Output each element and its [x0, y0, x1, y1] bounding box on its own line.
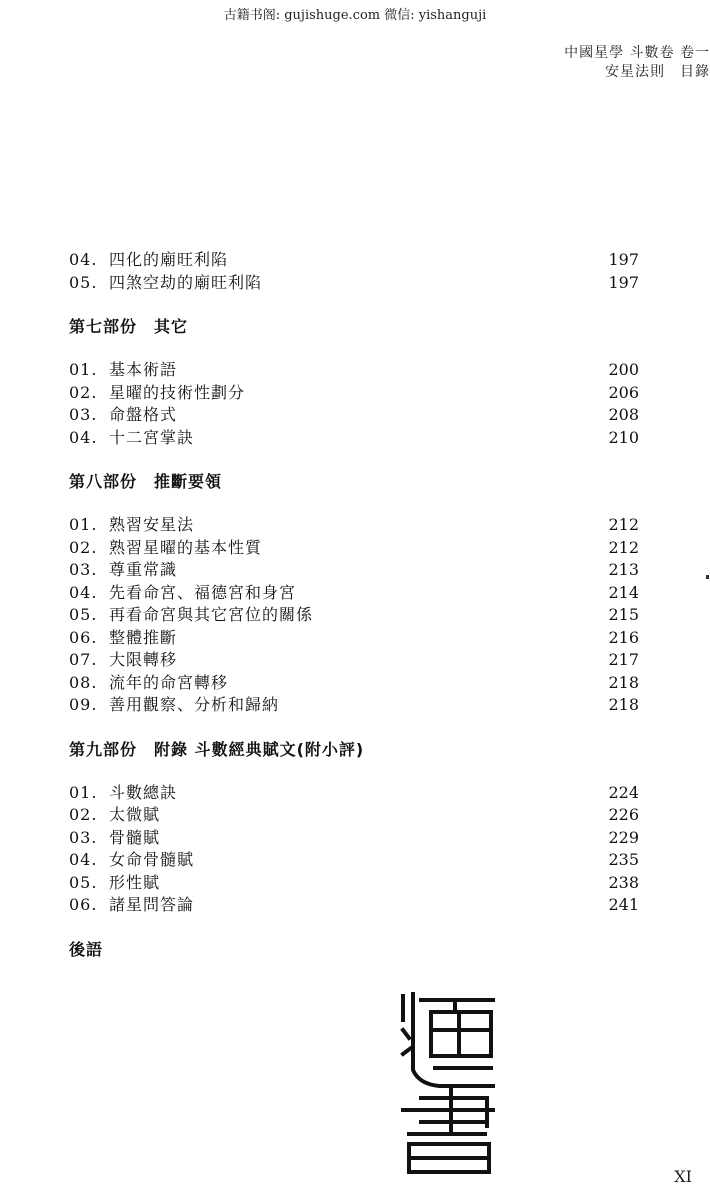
- section-heading-part9: 第九部份 附錄 斗數經典賦文(附小評): [69, 739, 365, 759]
- seal-stamp-icon: [399, 990, 495, 1176]
- toc-entry-title: 04. 十二宮掌訣: [69, 427, 195, 447]
- toc-entry-title: 08. 流年的命宮轉移: [69, 672, 229, 692]
- toc-entry-title: 07. 大限轉移: [69, 650, 178, 669]
- section-heading-part8: 第八部份 推斷要領: [69, 472, 223, 491]
- toc-entry-title: 01. 斗數總訣: [69, 782, 178, 802]
- toc-entry-page: 217: [608, 650, 639, 669]
- toc-entry[interactable]: [69, 870, 639, 893]
- toc-entry[interactable]: [69, 357, 639, 380]
- toc-entry[interactable]: [69, 692, 639, 715]
- toc-entry-page: 218: [608, 672, 639, 692]
- toc-entry-page: 214: [608, 582, 639, 602]
- toc-entry-page: 210: [608, 427, 639, 447]
- toc-entry-title: 01. 基本術語: [69, 360, 178, 379]
- toc-entry-page: 212: [608, 515, 639, 534]
- toc-entry-title: 05. 再看命宮與其它宮位的關係: [69, 605, 314, 624]
- toc-entry[interactable]: [69, 647, 639, 670]
- toc-entry-page: 197: [608, 272, 639, 292]
- toc-entry[interactable]: [69, 247, 639, 270]
- toc-entry-page: 235: [608, 850, 639, 869]
- toc-entry-title: 01. 熟習安星法: [69, 515, 195, 534]
- toc-entry[interactable]: [69, 780, 639, 803]
- toc-entry-title: 02. 太微賦: [69, 805, 161, 824]
- toc-entry[interactable]: [69, 402, 639, 425]
- toc-entry-page: 226: [608, 805, 639, 824]
- running-head: [564, 44, 710, 82]
- toc-entry[interactable]: [69, 602, 639, 625]
- toc-entry-title: 09. 善用觀察、分析和歸納: [69, 695, 280, 714]
- toc-entry[interactable]: [69, 580, 639, 603]
- toc-entry-page: 212: [608, 537, 639, 557]
- toc-entry[interactable]: [69, 425, 639, 448]
- toc-entry-title: 05. 四煞空劫的廟旺利陷: [69, 272, 263, 292]
- toc-entry-title: 06. 諸星問答論: [69, 895, 195, 914]
- toc-entry-title: 04. 女命骨髓賦: [69, 850, 195, 869]
- toc-entry[interactable]: [69, 892, 639, 915]
- toc-entry-title: 03. 骨髓賦: [69, 827, 161, 847]
- toc-entry-title: 03. 命盤格式: [69, 405, 178, 424]
- toc-entry-page: 216: [608, 627, 639, 647]
- toc-entry-title: 04. 四化的廟旺利陷: [69, 250, 229, 269]
- toc-entry-page: 206: [608, 382, 639, 402]
- toc-entry[interactable]: [69, 625, 639, 648]
- toc-entry-title: 02. 熟習星曜的基本性質: [69, 537, 263, 557]
- section-heading-part7: 第七部份 其它: [69, 317, 189, 336]
- toc-entry[interactable]: [69, 670, 639, 693]
- toc-entry-title: 02. 星曜的技術性劃分: [69, 382, 246, 402]
- toc-entry-title: 05. 形性賦: [69, 872, 161, 892]
- toc-entry-page: 215: [608, 605, 639, 624]
- toc-entry-page: 224: [608, 782, 639, 802]
- toc-entry[interactable]: [69, 512, 639, 535]
- running-head-line1: 中國星學 斗數卷 卷一: [564, 45, 710, 61]
- toc-entry[interactable]: [69, 380, 639, 403]
- scan-speck: [706, 575, 709, 579]
- page-number: XI: [674, 1167, 692, 1186]
- toc-entry[interactable]: [69, 825, 639, 848]
- toc-entry-page: 213: [608, 560, 639, 579]
- toc-entry-page: 197: [608, 250, 639, 269]
- toc-entry-page: 208: [608, 405, 639, 424]
- toc-entry-page: 238: [608, 872, 639, 892]
- toc-entry-page: 218: [608, 695, 639, 714]
- toc-entry[interactable]: [69, 270, 639, 293]
- toc-entry-page: 241: [608, 895, 639, 914]
- toc-entry-title: 06. 整體推斷: [69, 627, 178, 647]
- toc-entry-title: 03. 尊重常識: [69, 560, 178, 579]
- toc-entry[interactable]: [69, 535, 639, 558]
- running-head-line2: 安星法則 目錄: [605, 64, 710, 80]
- toc-entry[interactable]: [69, 847, 639, 870]
- section-heading-epilogue: 後語: [69, 939, 104, 959]
- toc-entry-title: 04. 先看命宮、福德宮和身宮: [69, 582, 297, 602]
- watermark-text: 古籍书阁: gujishuge.com 微信: yishanguji: [223, 8, 487, 23]
- toc-entry-page: 200: [608, 360, 639, 379]
- toc-entry-page: 229: [608, 827, 639, 847]
- table-of-contents: [69, 247, 639, 980]
- toc-entry[interactable]: [69, 802, 639, 825]
- toc-entry[interactable]: [69, 557, 639, 580]
